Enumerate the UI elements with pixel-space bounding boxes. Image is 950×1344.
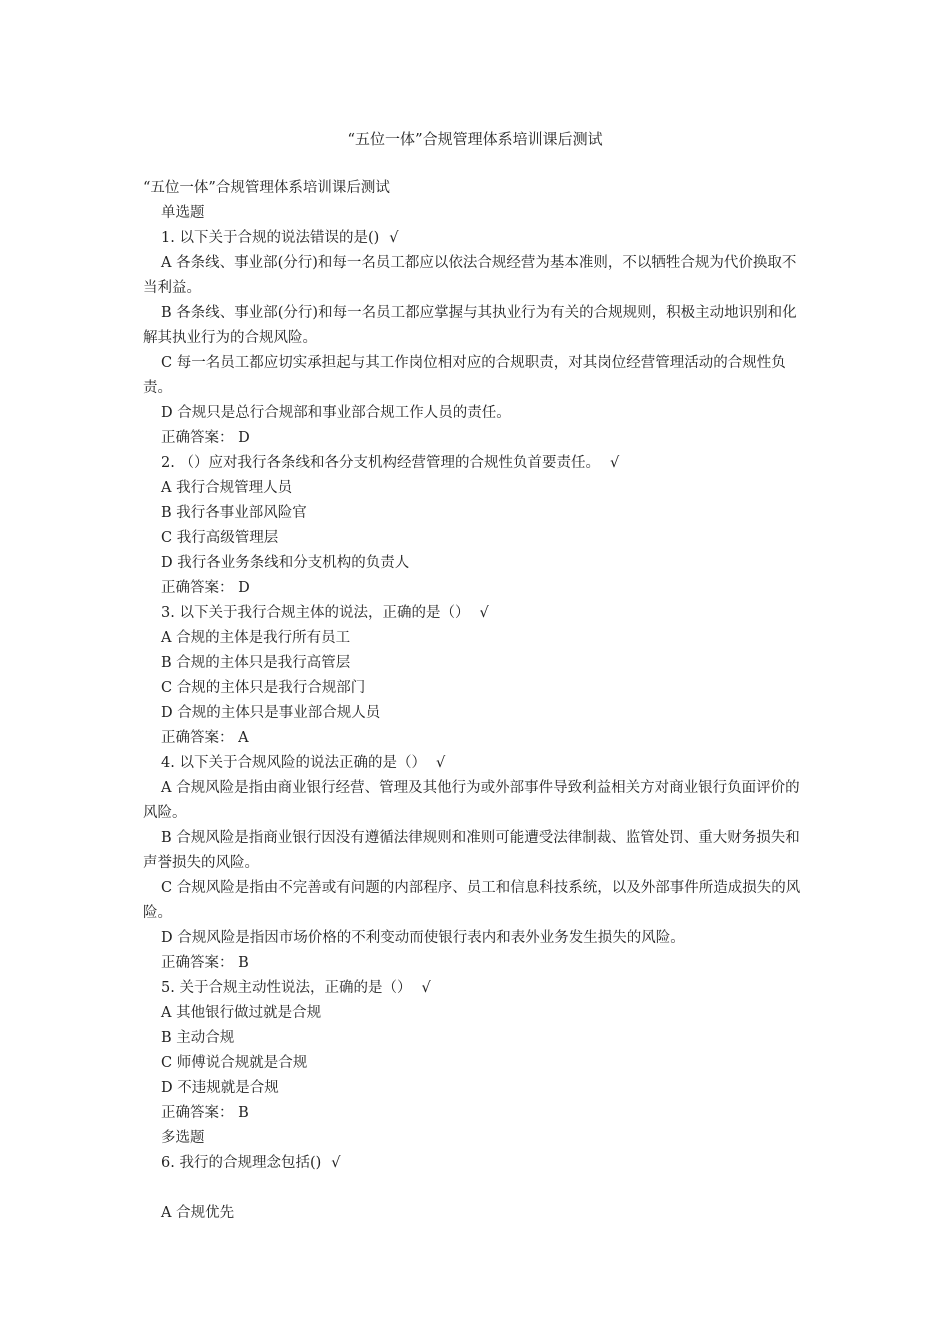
option-d: D 合规的主体只是事业部合规人员	[161, 705, 381, 721]
document-title: “五位一体”合规管理体系培训课后测试	[347, 130, 603, 148]
question-text: 3. 以下关于我行合规主体的说法，正确的是（）	[161, 605, 470, 621]
document-heading: “五位一体”合规管理体系培训课后测试	[143, 180, 390, 196]
option-a: A 合规风险是指由商业银行经营、管理及其他行为或外部事件导致利益相关方对商业银行负面评价的风险。	[143, 780, 800, 821]
question-text: 1. 以下关于合规的说法错误的是()	[161, 230, 380, 246]
correct-answer-2	[143, 576, 803, 601]
option-d: D 合规风险是指因市场价格的不利变动而使银行表内和表外业务发生损失的风险。	[161, 930, 685, 946]
option-b: B 我行各事业部风险官	[161, 505, 307, 521]
correct-answer-4	[143, 951, 803, 976]
option-d: D 不违规就是合规	[161, 1080, 279, 1096]
question-6	[143, 1151, 803, 1176]
option-c: C 我行高级管理层	[161, 530, 279, 546]
answer-label: 正确答案：	[161, 955, 234, 971]
correct-answer-3	[143, 726, 803, 751]
answer-label: 正确答案：	[161, 1105, 234, 1121]
option-a: A 我行合规管理人员	[161, 480, 293, 496]
question-1	[143, 226, 803, 251]
check-mark-icon: √	[389, 230, 399, 246]
answer-label: 正确答案：	[161, 430, 234, 446]
section-single-choice: 单选题	[161, 205, 205, 221]
correct-answer-1	[143, 426, 803, 451]
blank-spacer	[143, 1176, 803, 1201]
check-mark-icon: √	[609, 455, 620, 471]
option-b: B 主动合规	[161, 1030, 235, 1046]
document-body	[143, 176, 803, 1226]
question-text: 5. 关于合规主动性说法，正确的是（）	[161, 980, 412, 996]
option-a: A 合规的主体是我行所有员工	[161, 630, 351, 646]
check-mark-icon: √	[331, 1155, 341, 1171]
option-b: B 合规风险是指商业银行因没有遵循法律规则和准则可能遭受法律制裁、监管处罚、重大财务损失和声誉损失的风险。	[143, 830, 800, 871]
option-a: A 合规优先	[161, 1205, 235, 1221]
answer-value: D	[238, 430, 250, 446]
option-a: A 各条线、事业部(分行)和每一名员工都应以依法合规经营为基本准则，不以牺牲合规为代价换取不当利益。	[143, 255, 797, 296]
question-2	[143, 451, 803, 476]
correct-answer-5	[143, 1101, 803, 1126]
option-d: D 我行各业务条线和分支机构的负责人	[161, 555, 410, 571]
option-a: A 其他银行做过就是合规	[161, 1005, 322, 1021]
question-4	[143, 751, 803, 776]
answer-label: 正确答案：	[161, 580, 234, 596]
question-text: 6. 我行的合规理念包括()	[161, 1155, 322, 1171]
option-b: B 合规的主体只是我行高管层	[161, 655, 351, 671]
option-c: C 师傅说合规就是合规	[161, 1055, 308, 1071]
answer-value: A	[238, 730, 249, 746]
option-c: C 合规的主体只是我行合规部门	[161, 680, 366, 696]
check-mark-icon: √	[435, 755, 446, 771]
question-text: 4. 以下关于合规风险的说法正确的是（）	[161, 755, 426, 771]
check-mark-icon: √	[479, 605, 489, 621]
option-b: B 各条线、事业部(分行)和每一名员工都应掌握与其执业行为有关的合规规则，积极主动地识别和化解其执业行为的合规风险。	[143, 305, 797, 346]
question-text: 2. （）应对我行各条线和各分支机构经营管理的合规性负首要责任。	[161, 455, 600, 471]
answer-value: D	[238, 580, 250, 596]
question-3	[143, 601, 803, 626]
section-multiple-choice: 多选题	[161, 1130, 205, 1146]
answer-value: B	[238, 955, 249, 971]
answer-label: 正确答案：	[161, 730, 234, 746]
question-5	[143, 976, 803, 1001]
option-d: D 合规只是总行合规部和事业部合规工作人员的责任。	[161, 405, 511, 421]
answer-value: B	[238, 1105, 249, 1121]
option-c: C 合规风险是指由不完善或有问题的内部程序、员工和信息科技系统，以及外部事件所造成损失的风险。	[143, 880, 801, 921]
check-mark-icon: √	[421, 980, 431, 996]
option-c: C 每一名员工都应切实承担起与其工作岗位相对应的合规职责，对其岗位经营管理活动的合规性负责。	[143, 355, 786, 396]
